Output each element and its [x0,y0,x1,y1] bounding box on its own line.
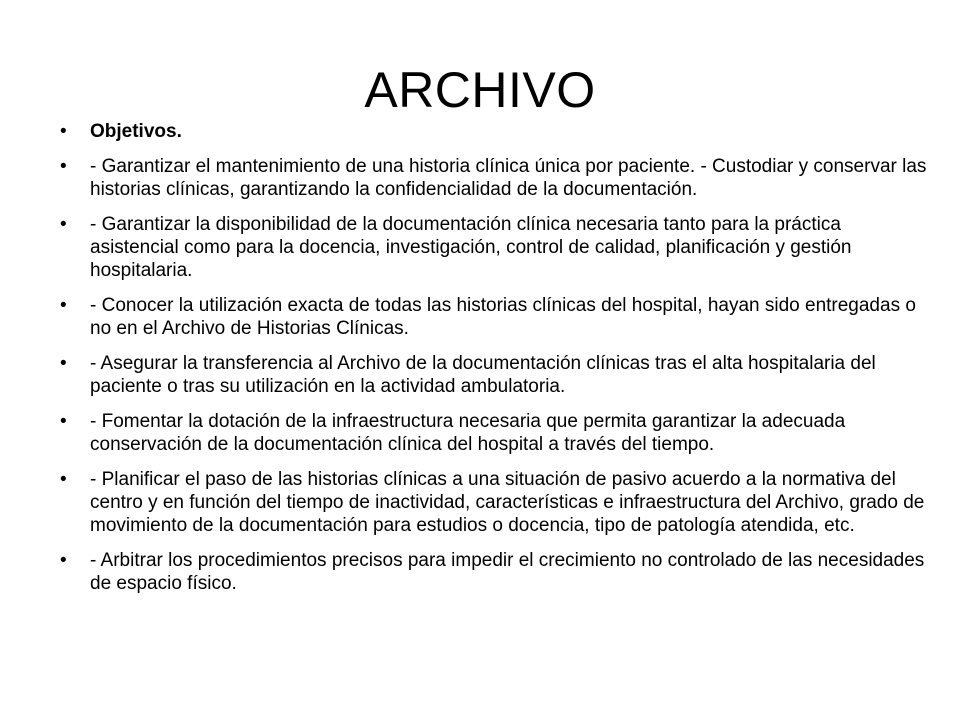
list-item [60,410,930,456]
list-item [60,468,930,537]
bullet-icon: • [60,469,67,490]
list-item-text: - Fomentar la dotación de la infraestructura necesaria que permita garantizar la adecuada conservación de la documentación clínica del hospital a través del tiempo. [90,411,846,455]
bullet-icon: • [60,121,67,142]
list-item-heading [60,120,930,143]
list-item-text: - Asegurar la transferencia al Archivo de la documentación clínicas tras el alta hospitalaria del paciente o tras su utilización en la actividad ambulatoria. [90,353,876,397]
bullet-list [60,120,930,607]
bullet-icon: • [60,550,67,571]
bullet-icon: • [60,411,67,432]
list-item [60,549,930,595]
list-item-text: - Arbitrar los procedimientos precisos para impedir el crecimiento no controlado de las necesidades de espacio físico. [90,550,925,594]
list-item [60,294,930,340]
list-item [60,352,930,398]
bullet-icon: • [60,353,67,374]
list-item [60,155,930,201]
bullet-icon: • [60,156,67,177]
list-item [60,213,930,282]
bullet-icon: • [60,214,67,235]
bullet-icon: • [60,295,67,316]
list-item-text: Objetivos. [90,121,182,142]
list-item-text: - Garantizar la disponibilidad de la documentación clínica necesaria tanto para la práctica asistencial como para la docencia, investigación, control de calidad, planificación y gestión hospitalaria. [90,214,852,281]
list-item-text: - Conocer la utilización exacta de todas las historias clínicas del hospital, hayan sido entregadas o no en el Archivo de Historias Clínicas. [90,295,916,339]
list-item-text: - Garantizar el mantenimiento de una historia clínica única por paciente. - Custodiar y conservar las historias clínicas, garantizando la confidencialidad de la documentación. [90,156,927,200]
slide-title: ARCHIVO [364,62,596,118]
list-item-text: - Planificar el paso de las historias clínicas a una situación de pasivo acuerdo a la normativa del centro y en función del tiempo de inactividad, características e infraestructura del Archivo, grado de movimiento de la documentación para estudios o docencia, tipo de patología atendida, etc. [90,469,925,536]
